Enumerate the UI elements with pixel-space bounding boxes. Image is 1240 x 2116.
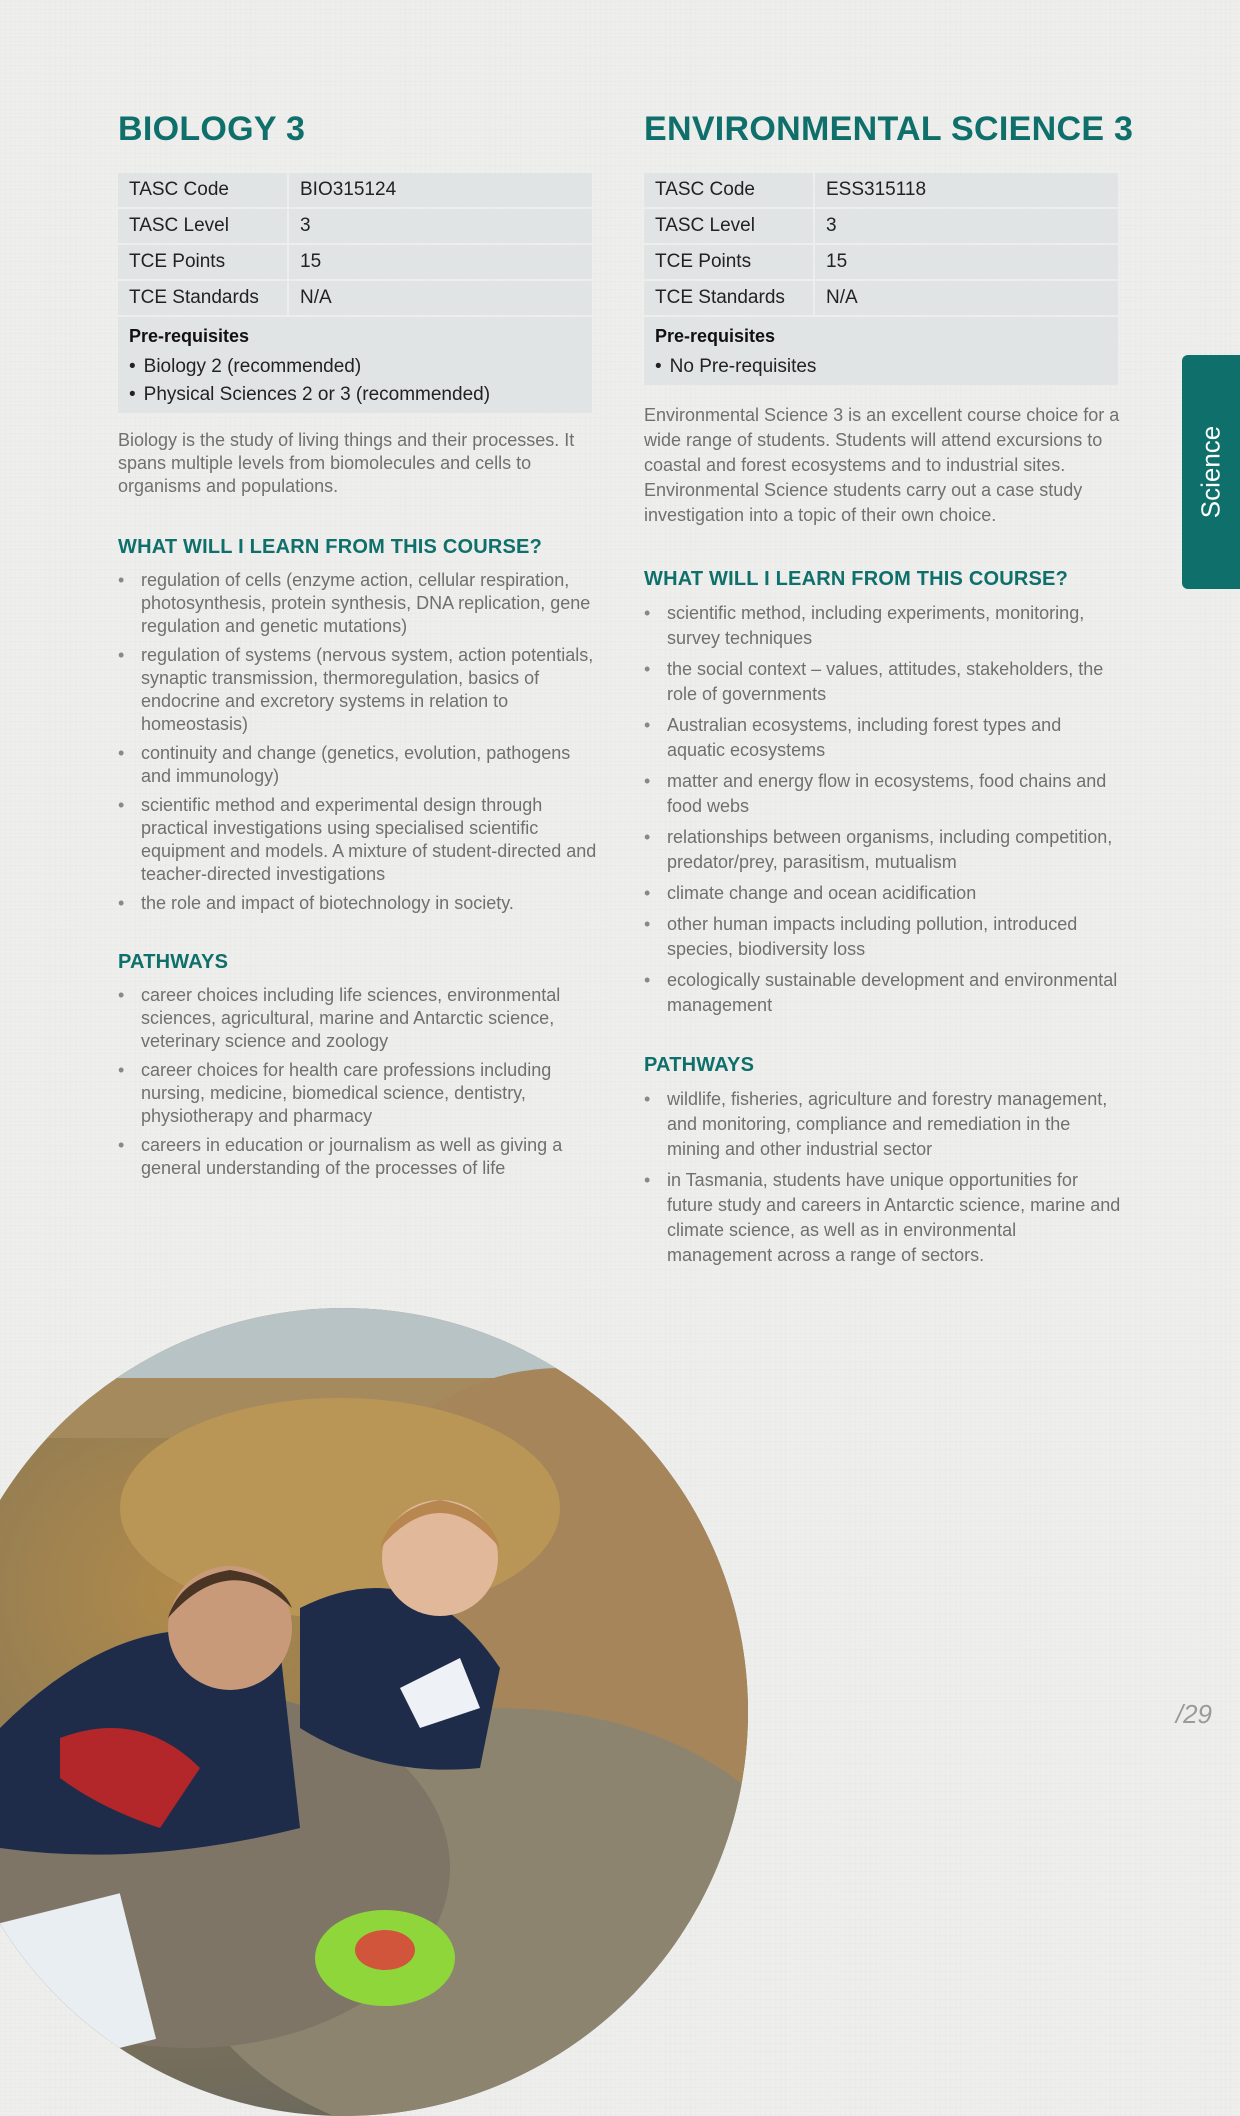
- table-label: TCE Points: [118, 245, 287, 279]
- biology-learn-heading: WHAT WILL I LEARN FROM THIS COURSE?: [118, 536, 543, 558]
- students-photo-image: [0, 1308, 748, 2116]
- table-value: 3: [289, 209, 592, 243]
- list-item: • relationships between organisms, including competition, predator/prey, parasitism, mutualism: [644, 825, 1124, 875]
- table-value: BIO315124: [289, 173, 592, 207]
- list-item: • continuity and change (genetics, evolution, pathogens and immunology): [118, 742, 598, 788]
- table-value: N/A: [289, 281, 592, 315]
- list-item: • scientific method, including experiments, monitoring, survey techniques: [644, 601, 1124, 651]
- table-label: TASC Code: [644, 173, 813, 207]
- list-item: • ecologically sustainable development and environmental management: [644, 968, 1124, 1018]
- table-value: 15: [815, 245, 1118, 279]
- biology-intro: Biology is the study of living things and their processes. It spans multiple levels from biomolecules and cells to organisms and populations.: [118, 430, 575, 496]
- environmental-title: ENVIRONMENTAL SCIENCE 3: [644, 110, 1134, 148]
- list-item: • regulation of systems (nervous system, action potentials, synaptic transmission, thermoregulation, basics of endocrine and excretory systems in relation to homeostasis): [118, 644, 598, 736]
- prereq-item: • Biology 2 (recommended): [129, 353, 581, 381]
- table-row: [118, 317, 592, 413]
- list-item: • matter and energy flow in ecosystems, food chains and food webs: [644, 769, 1124, 819]
- table-label: TCE Points: [644, 245, 813, 279]
- side-tab-label: Science: [1195, 425, 1226, 519]
- table-row: [118, 281, 592, 315]
- table-row: [644, 209, 1118, 243]
- prereq-title: Pre-requisites: [655, 326, 776, 346]
- table-label: TASC Level: [118, 209, 287, 243]
- table-row: [644, 245, 1118, 279]
- table-value: 3: [815, 209, 1118, 243]
- prereq-cell: [644, 317, 1118, 385]
- table-row: [644, 281, 1118, 315]
- biology-column: [118, 110, 598, 1186]
- prereq-item: • No Pre-requisites: [655, 353, 1107, 381]
- biology-pathways-heading: PATHWAYS: [118, 951, 229, 973]
- list-item: • the social context – values, attitudes, stakeholders, the role of governments: [644, 657, 1124, 707]
- environmental-intro: Environmental Science 3 is an excellent course choice for a wide range of students. Students will attend excursions to coastal and forest ecosystems and to industrial sites. Environmental Science students carry out a case study investigation into a topic of their own choice.: [644, 405, 1120, 525]
- students-photo: [0, 1308, 748, 2116]
- environmental-learn-list: [644, 601, 1124, 1018]
- list-item: • career choices including life sciences, environmental sciences, agricultural, marine and Antarctic science, veterinary science and zoology: [118, 984, 598, 1053]
- prereq-item: • Physical Sciences 2 or 3 (recommended): [129, 381, 581, 409]
- prereq-cell: [118, 317, 592, 413]
- biology-title: BIOLOGY 3: [118, 110, 306, 148]
- list-item: • regulation of cells (enzyme action, cellular respiration, photosynthesis, protein synthesis, DNA replication, gene regulation and genetic mutations): [118, 569, 598, 638]
- table-row: [644, 173, 1118, 207]
- table-label: TCE Standards: [644, 281, 813, 315]
- table-value: 15: [289, 245, 592, 279]
- table-label: TASC Code: [118, 173, 287, 207]
- table-value: N/A: [815, 281, 1118, 315]
- list-item: • career choices for health care professions including nursing, medicine, biomedical science, dentistry, physiotherapy and pharmacy: [118, 1059, 598, 1128]
- environmental-pathways-list: [644, 1087, 1124, 1268]
- table-row: [118, 245, 592, 279]
- list-item: • in Tasmania, students have unique opportunities for future study and careers in Antarctic science, marine and climate science, as well as in environmental management across a range of sectors.: [644, 1168, 1124, 1268]
- page-number: /29: [1175, 1699, 1212, 1729]
- prereq-list: [129, 353, 581, 409]
- table-label: TASC Level: [644, 209, 813, 243]
- list-item: • scientific method and experimental design through practical investigations using specialised scientific equipment and models. A mixture of student-directed and teacher-directed investigations: [118, 794, 598, 886]
- environmental-info-table: [642, 171, 1120, 387]
- list-item: • careers in education or journalism as well as giving a general understanding of the processes of life: [118, 1134, 598, 1180]
- list-item: • wildlife, fisheries, agriculture and forestry management, and monitoring, compliance and remediation in the mining and other industrial sector: [644, 1087, 1124, 1162]
- environmental-learn-heading: WHAT WILL I LEARN FROM THIS COURSE?: [644, 568, 1069, 590]
- biology-info-table: [116, 171, 594, 415]
- table-label: TCE Standards: [118, 281, 287, 315]
- table-row: [118, 173, 592, 207]
- table-value: ESS315118: [815, 173, 1118, 207]
- list-item: • climate change and ocean acidification: [644, 881, 1124, 906]
- table-row: [644, 317, 1118, 385]
- list-item: • the role and impact of biotechnology in society.: [118, 892, 598, 915]
- table-row: [118, 209, 592, 243]
- prereq-list: [655, 353, 1107, 381]
- biology-pathways-list: [118, 984, 598, 1180]
- prereq-title: Pre-requisites: [129, 326, 250, 346]
- list-item: • Australian ecosystems, including forest types and aquatic ecosystems: [644, 713, 1124, 763]
- biology-learn-list: [118, 569, 598, 915]
- environmental-pathways-heading: PATHWAYS: [644, 1054, 755, 1076]
- science-section-tab: [1182, 355, 1240, 589]
- list-item: • other human impacts including pollution, introduced species, biodiversity loss: [644, 912, 1124, 962]
- environmental-column: [644, 110, 1134, 1274]
